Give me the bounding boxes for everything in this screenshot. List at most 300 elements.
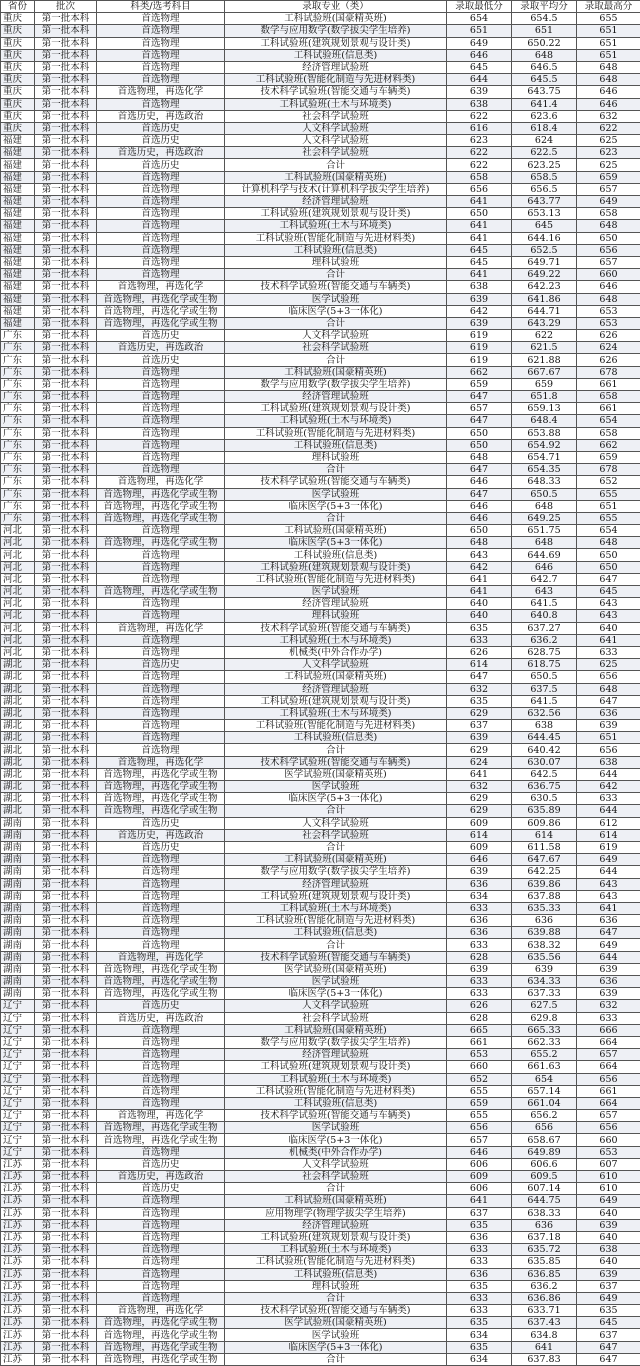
cell-min-score: 622 <box>447 147 512 159</box>
cell-major: 社会科学试验班 <box>225 1171 447 1183</box>
table-row <box>1 49 640 61</box>
cell-subjects: 首选历史，再选政治 <box>97 1171 225 1183</box>
cell-avg-score: 607.14 <box>512 1183 577 1195</box>
cell-province: 湖南 <box>1 854 35 866</box>
cell-max-score: 661 <box>577 1085 640 1097</box>
cell-major: 工科试验班(智能化制造与先进材料类) <box>225 1256 447 1268</box>
cell-max-score: 649 <box>577 1195 640 1207</box>
table-row <box>1 915 640 927</box>
cell-major: 社会科学试验班 <box>225 829 447 841</box>
cell-min-score: 650 <box>447 427 512 439</box>
cell-min-score: 641 <box>447 269 512 281</box>
cell-min-score: 623 <box>447 135 512 147</box>
cell-max-score: 662 <box>577 439 640 451</box>
cell-subjects: 首选物理 <box>97 25 225 37</box>
cell-batch: 第一批本科 <box>35 1244 97 1256</box>
cell-avg-score: 642.5 <box>512 768 577 780</box>
cell-batch: 第一批本科 <box>35 159 97 171</box>
cell-province: 福建 <box>1 147 35 159</box>
cell-min-score: 648 <box>447 537 512 549</box>
table-row <box>1 586 640 598</box>
cell-avg-score: 635.56 <box>512 951 577 963</box>
cell-max-score: 664 <box>577 1061 640 1073</box>
cell-batch: 第一批本科 <box>35 1134 97 1146</box>
cell-subjects: 首选物理 <box>97 561 225 573</box>
cell-batch: 第一批本科 <box>35 1122 97 1134</box>
cell-subjects: 首选历史 <box>97 1000 225 1012</box>
cell-major: 技术科学试验班(智能交通与车辆类) <box>225 281 447 293</box>
cell-min-score: 638 <box>447 281 512 293</box>
cell-max-score: 639 <box>577 1219 640 1231</box>
cell-subjects: 首选物理 <box>97 244 225 256</box>
cell-province: 辽宁 <box>1 1085 35 1097</box>
cell-max-score: 650 <box>577 549 640 561</box>
cell-batch: 第一批本科 <box>35 366 97 378</box>
cell-province: 湖北 <box>1 671 35 683</box>
table-row <box>1 366 640 378</box>
cell-min-score: 633 <box>447 634 512 646</box>
cell-min-score: 639 <box>447 317 512 329</box>
cell-batch: 第一批本科 <box>35 1280 97 1292</box>
table-row <box>1 74 640 86</box>
cell-subjects: 首选物理 <box>97 1049 225 1061</box>
table-row <box>1 135 640 147</box>
table-row <box>1 976 640 988</box>
cell-min-score: 624 <box>447 756 512 768</box>
cell-province: 湖南 <box>1 878 35 890</box>
cell-province: 广东 <box>1 464 35 476</box>
cell-min-score: 649 <box>447 37 512 49</box>
cell-min-score: 646 <box>447 1146 512 1158</box>
cell-major: 工科试验班(信息类) <box>225 1097 447 1109</box>
cell-major: 工科试验班(土木与环境类) <box>225 1244 447 1256</box>
cell-max-score: 633 <box>577 646 640 658</box>
cell-batch: 第一批本科 <box>35 171 97 183</box>
cell-province: 福建 <box>1 244 35 256</box>
cell-max-score: 612 <box>577 817 640 829</box>
cell-major: 工科试验班(信息类) <box>225 1268 447 1280</box>
cell-min-score: 662 <box>447 366 512 378</box>
table-row <box>1 707 640 719</box>
cell-batch: 第一批本科 <box>35 317 97 329</box>
cell-min-score: 616 <box>447 122 512 134</box>
table-row <box>1 720 640 732</box>
cell-subjects: 首选物理 <box>97 1207 225 1219</box>
cell-province: 湖北 <box>1 768 35 780</box>
cell-major: 数学与应用数学(数学拔尖学生培养) <box>225 25 447 37</box>
cell-subjects: 首选物理 <box>97 1231 225 1243</box>
cell-subjects: 首选物理，再选化学 <box>97 1305 225 1317</box>
cell-min-score: 665 <box>447 1024 512 1036</box>
cell-avg-score: 645.5 <box>512 74 577 86</box>
cell-batch: 第一批本科 <box>35 537 97 549</box>
cell-major: 技术科学试验班(智能交通与车辆类) <box>225 1110 447 1122</box>
cell-province: 湖南 <box>1 939 35 951</box>
table-row <box>1 1231 640 1243</box>
cell-min-score: 645 <box>447 256 512 268</box>
cell-subjects: 首选历史，再选政治 <box>97 342 225 354</box>
cell-major: 理科试验班 <box>225 1280 447 1292</box>
cell-subjects: 首选物理 <box>97 256 225 268</box>
cell-avg-score: 653.88 <box>512 427 577 439</box>
cell-max-score: 637 <box>577 1329 640 1341</box>
cell-province: 河北 <box>1 610 35 622</box>
cell-min-score: 645 <box>447 244 512 256</box>
cell-province: 湖南 <box>1 951 35 963</box>
cell-max-score: 651 <box>577 49 640 61</box>
cell-batch: 第一批本科 <box>35 1036 97 1048</box>
cell-major: 数学与应用数学(数学拔尖学生培养) <box>225 1036 447 1048</box>
cell-province: 福建 <box>1 256 35 268</box>
cell-avg-score: 654.71 <box>512 451 577 463</box>
cell-max-score: 607 <box>577 1158 640 1170</box>
table-row <box>1 878 640 890</box>
cell-max-score: 632 <box>577 1000 640 1012</box>
cell-subjects: 首选物理 <box>97 902 225 914</box>
table-row <box>1 646 640 658</box>
cell-subjects: 首选历史，再选政治 <box>97 829 225 841</box>
cell-subjects: 首选物理，再选化学或生物 <box>97 500 225 512</box>
cell-avg-score: 655.2 <box>512 1049 577 1061</box>
cell-province: 福建 <box>1 220 35 232</box>
cell-subjects: 首选物理 <box>97 98 225 110</box>
table-row <box>1 147 640 159</box>
cell-province: 福建 <box>1 171 35 183</box>
cell-min-score: 635 <box>447 695 512 707</box>
cell-min-score: 636 <box>447 915 512 927</box>
cell-max-score: 648 <box>577 293 640 305</box>
cell-avg-score: 629.8 <box>512 1012 577 1024</box>
cell-subjects: 首选物理 <box>97 744 225 756</box>
cell-major: 合计 <box>225 805 447 817</box>
cell-subjects: 首选历史 <box>97 122 225 134</box>
cell-province: 湖南 <box>1 866 35 878</box>
cell-major: 工科试验班(建筑规划景观与设计类) <box>225 37 447 49</box>
cell-max-score: 657 <box>577 1110 640 1122</box>
cell-max-score: 649 <box>577 939 640 951</box>
cell-subjects: 首选物理，再选化学 <box>97 86 225 98</box>
cell-avg-score: 611.58 <box>512 841 577 853</box>
header-province: 省份 <box>1 1 35 13</box>
cell-province: 湖北 <box>1 732 35 744</box>
cell-major: 理科试验班 <box>225 256 447 268</box>
cell-max-score: 647 <box>577 573 640 585</box>
cell-avg-score: 657.14 <box>512 1085 577 1097</box>
cell-min-score: 609 <box>447 1171 512 1183</box>
cell-province: 湖北 <box>1 695 35 707</box>
table-row <box>1 1146 640 1158</box>
cell-max-score: 660 <box>577 269 640 281</box>
cell-min-score: 609 <box>447 841 512 853</box>
cell-avg-score: 654.92 <box>512 439 577 451</box>
table-row <box>1 61 640 73</box>
cell-major: 合计 <box>225 744 447 756</box>
cell-major: 工科试验班(建筑规划景观与设计类) <box>225 695 447 707</box>
cell-province: 湖南 <box>1 915 35 927</box>
cell-batch: 第一批本科 <box>35 586 97 598</box>
cell-major: 临床医学(5+3一体化) <box>225 1341 447 1353</box>
cell-max-score: 649 <box>577 1292 640 1304</box>
cell-subjects: 首选历史，再选政治 <box>97 1012 225 1024</box>
table-row <box>1 951 640 963</box>
cell-min-score: 660 <box>447 1061 512 1073</box>
cell-batch: 第一批本科 <box>35 732 97 744</box>
cell-major: 工科试验班(土木与环境类) <box>225 634 447 646</box>
cell-major: 合计 <box>225 464 447 476</box>
table-row <box>1 1024 640 1036</box>
cell-batch: 第一批本科 <box>35 744 97 756</box>
cell-batch: 第一批本科 <box>35 927 97 939</box>
table-row <box>1 512 640 524</box>
table-row <box>1 1122 640 1134</box>
cell-min-score: 635 <box>447 1341 512 1353</box>
cell-max-score: 647 <box>577 1353 640 1365</box>
cell-province: 江苏 <box>1 1171 35 1183</box>
cell-avg-score: 649.22 <box>512 269 577 281</box>
cell-avg-score: 641.4 <box>512 98 577 110</box>
cell-avg-score: 648 <box>512 500 577 512</box>
cell-max-score: 655 <box>577 488 640 500</box>
header-avg-score: 录取平均分 <box>512 1 577 13</box>
cell-major: 合计 <box>225 939 447 951</box>
cell-batch: 第一批本科 <box>35 147 97 159</box>
cell-avg-score: 623.25 <box>512 159 577 171</box>
cell-max-score: 656 <box>577 1122 640 1134</box>
cell-avg-score: 646 <box>512 561 577 573</box>
cell-subjects: 首选物理，再选化学 <box>97 476 225 488</box>
table-row <box>1 671 640 683</box>
cell-province: 江苏 <box>1 1292 35 1304</box>
cell-batch: 第一批本科 <box>35 1341 97 1353</box>
cell-major: 工科试验班(智能化制造与先进材料类) <box>225 232 447 244</box>
cell-avg-score: 638.33 <box>512 1207 577 1219</box>
cell-major: 医学试验班 <box>225 976 447 988</box>
cell-batch: 第一批本科 <box>35 1024 97 1036</box>
header-major: 录取专业（类） <box>225 1 447 13</box>
cell-max-score: 643 <box>577 878 640 890</box>
cell-province: 福建 <box>1 208 35 220</box>
cell-max-score: 656 <box>577 1073 640 1085</box>
cell-batch: 第一批本科 <box>35 25 97 37</box>
cell-subjects: 首选物理，再选化学或生物 <box>97 537 225 549</box>
cell-batch: 第一批本科 <box>35 232 97 244</box>
cell-major: 人文科学试验班 <box>225 135 447 147</box>
cell-min-score: 657 <box>447 1134 512 1146</box>
cell-avg-score: 637.88 <box>512 890 577 902</box>
cell-batch: 第一批本科 <box>35 378 97 390</box>
table-row <box>1 817 640 829</box>
table-row <box>1 927 640 939</box>
cell-max-score: 651 <box>577 732 640 744</box>
cell-batch: 第一批本科 <box>35 512 97 524</box>
cell-batch: 第一批本科 <box>35 49 97 61</box>
cell-avg-score: 622 <box>512 330 577 342</box>
cell-province: 辽宁 <box>1 1134 35 1146</box>
cell-subjects: 首选物理 <box>97 1097 225 1109</box>
cell-major: 工科试验班(土木与环境类) <box>225 902 447 914</box>
cell-avg-score: 623.6 <box>512 110 577 122</box>
cell-batch: 第一批本科 <box>35 293 97 305</box>
cell-max-score: 647 <box>577 695 640 707</box>
cell-province: 湖北 <box>1 707 35 719</box>
cell-major: 机械类(中外合作办学) <box>225 646 447 658</box>
cell-max-score: 648 <box>577 61 640 73</box>
cell-min-score: 642 <box>447 561 512 573</box>
cell-avg-score: 634.8 <box>512 1329 577 1341</box>
cell-major: 医学试验班(国豪精英班) <box>225 1317 447 1329</box>
cell-max-score: 655 <box>577 512 640 524</box>
cell-major: 工科试验班(智能化制造与先进材料类) <box>225 74 447 86</box>
cell-min-score: 606 <box>447 1183 512 1195</box>
cell-subjects: 首选物理 <box>97 671 225 683</box>
cell-major: 经济管理试验班 <box>225 391 447 403</box>
cell-max-score: 649 <box>577 196 640 208</box>
cell-major: 技术科学试验班(智能交通与车辆类) <box>225 622 447 634</box>
cell-batch: 第一批本科 <box>35 488 97 500</box>
cell-subjects: 首选物理 <box>97 61 225 73</box>
table-row <box>1 196 640 208</box>
cell-major: 工科试验班(信息类) <box>225 927 447 939</box>
cell-batch: 第一批本科 <box>35 646 97 658</box>
cell-max-score: 648 <box>577 537 640 549</box>
cell-subjects: 首选物理，再选化学 <box>97 1110 225 1122</box>
cell-avg-score: 641 <box>512 1341 577 1353</box>
cell-major: 工科试验班(国豪精英班) <box>225 1195 447 1207</box>
cell-min-score: 622 <box>447 110 512 122</box>
cell-batch: 第一批本科 <box>35 37 97 49</box>
cell-batch: 第一批本科 <box>35 1219 97 1231</box>
cell-max-score: 642 <box>577 781 640 793</box>
cell-batch: 第一批本科 <box>35 793 97 805</box>
header-max-score: 录取最高分 <box>577 1 640 13</box>
cell-min-score: 633 <box>447 988 512 1000</box>
cell-major: 工科试验班(国豪精英班) <box>225 671 447 683</box>
table-row <box>1 342 640 354</box>
cell-avg-score: 639.88 <box>512 927 577 939</box>
cell-province: 湖北 <box>1 781 35 793</box>
cell-batch: 第一批本科 <box>35 439 97 451</box>
cell-subjects: 首选物理 <box>97 1024 225 1036</box>
cell-avg-score: 648.4 <box>512 415 577 427</box>
cell-max-score: 658 <box>577 208 640 220</box>
cell-avg-score: 627.5 <box>512 1000 577 1012</box>
cell-batch: 第一批本科 <box>35 86 97 98</box>
table-row <box>1 939 640 951</box>
table-row <box>1 634 640 646</box>
cell-major: 合计 <box>225 354 447 366</box>
cell-major: 临床医学(5+3一体化) <box>225 1134 447 1146</box>
cell-avg-score: 635.33 <box>512 902 577 914</box>
cell-max-score: 610 <box>577 1171 640 1183</box>
cell-subjects: 首选物理 <box>97 732 225 744</box>
cell-avg-score: 634.33 <box>512 976 577 988</box>
cell-min-score: 633 <box>447 1292 512 1304</box>
cell-province: 福建 <box>1 269 35 281</box>
cell-province: 河北 <box>1 549 35 561</box>
cell-avg-score: 658.5 <box>512 171 577 183</box>
cell-subjects: 首选物理 <box>97 391 225 403</box>
cell-max-score: 656 <box>577 244 640 256</box>
table-row <box>1 317 640 329</box>
cell-avg-score: 609.86 <box>512 817 577 829</box>
cell-major: 工科试验班(国豪精英班) <box>225 13 447 25</box>
cell-batch: 第一批本科 <box>35 915 97 927</box>
cell-max-score: 678 <box>577 366 640 378</box>
cell-province: 广东 <box>1 391 35 403</box>
cell-subjects: 首选历史 <box>97 659 225 671</box>
cell-batch: 第一批本科 <box>35 610 97 622</box>
cell-province: 福建 <box>1 232 35 244</box>
cell-min-score: 619 <box>447 330 512 342</box>
table-row <box>1 451 640 463</box>
table-row <box>1 171 640 183</box>
table-row <box>1 732 640 744</box>
table-row <box>1 415 640 427</box>
cell-province: 江苏 <box>1 1280 35 1292</box>
cell-subjects: 首选历史 <box>97 354 225 366</box>
cell-avg-score: 648 <box>512 49 577 61</box>
cell-batch: 第一批本科 <box>35 1256 97 1268</box>
cell-subjects: 首选物理 <box>97 208 225 220</box>
cell-max-score: 639 <box>577 963 640 975</box>
cell-min-score: 628 <box>447 951 512 963</box>
cell-max-score: 633 <box>577 793 640 805</box>
cell-batch: 第一批本科 <box>35 1146 97 1158</box>
cell-avg-score: 651.8 <box>512 391 577 403</box>
cell-max-score: 658 <box>577 391 640 403</box>
table-row <box>1 744 640 756</box>
cell-major: 工科试验班(智能化制造与先进材料类) <box>225 1085 447 1097</box>
cell-subjects: 首选物理，再选化学 <box>97 951 225 963</box>
cell-subjects: 首选物理 <box>97 378 225 390</box>
table-row <box>1 683 640 695</box>
cell-major: 工科试验班(信息类) <box>225 439 447 451</box>
table-row <box>1 525 640 537</box>
table-row <box>1 37 640 49</box>
table-row <box>1 1073 640 1085</box>
cell-max-score: 625 <box>577 659 640 671</box>
cell-max-score: 633 <box>577 1012 640 1024</box>
cell-avg-score: 653.13 <box>512 208 577 220</box>
cell-province: 重庆 <box>1 86 35 98</box>
table-row <box>1 793 640 805</box>
cell-avg-score: 641.5 <box>512 695 577 707</box>
cell-major: 合计 <box>225 1353 447 1365</box>
cell-major: 技术科学试验班(智能交通与车辆类) <box>225 951 447 963</box>
cell-subjects: 首选物理，再选化学或生物 <box>97 586 225 598</box>
cell-max-score: 632 <box>577 110 640 122</box>
cell-major: 数学与应用数学(数学拔尖学生培养) <box>225 378 447 390</box>
cell-subjects: 首选物理，再选化学或生物 <box>97 976 225 988</box>
cell-min-score: 644 <box>447 74 512 86</box>
cell-subjects: 首选物理 <box>97 610 225 622</box>
cell-major: 工科试验班(建筑规划景观与设计类) <box>225 561 447 573</box>
cell-province: 湖北 <box>1 720 35 732</box>
cell-avg-score: 639.86 <box>512 878 577 890</box>
cell-province: 广东 <box>1 439 35 451</box>
cell-max-score: 623 <box>577 147 640 159</box>
cell-max-score: 655 <box>577 13 640 25</box>
cell-min-score: 633 <box>447 939 512 951</box>
table-row <box>1 902 640 914</box>
cell-subjects: 首选物理 <box>97 890 225 902</box>
cell-subjects: 首选物理，再选化学或生物 <box>97 1341 225 1353</box>
cell-min-score: 646 <box>447 49 512 61</box>
cell-province: 江苏 <box>1 1231 35 1243</box>
cell-subjects: 首选物理 <box>97 13 225 25</box>
cell-avg-score: 630.07 <box>512 756 577 768</box>
cell-min-score: 635 <box>447 1280 512 1292</box>
